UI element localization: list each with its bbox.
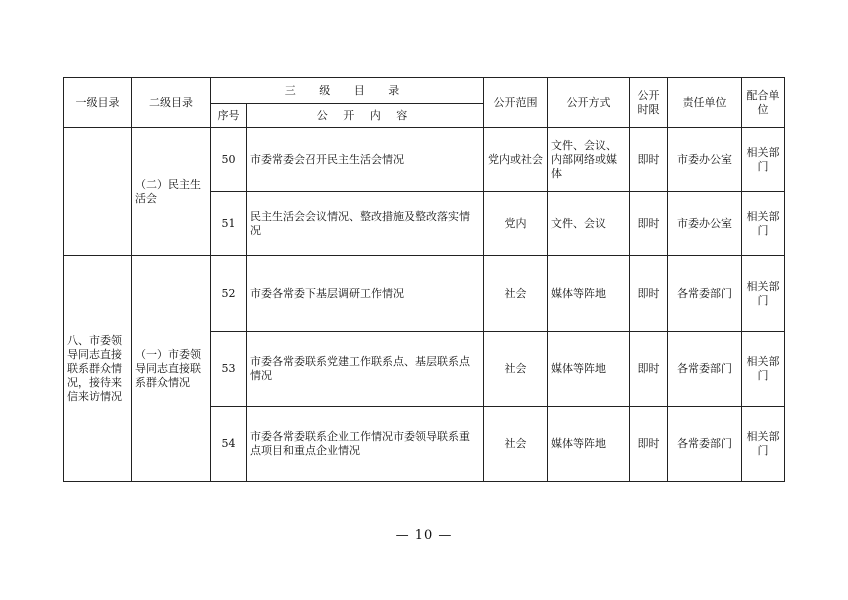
level1-cell-empty xyxy=(64,128,132,256)
header-method: 公开方式 xyxy=(548,78,630,128)
disclosure-catalog-table xyxy=(63,77,785,482)
row-time-limit: 即时 xyxy=(630,332,668,407)
header-scope: 公开范围 xyxy=(484,78,548,128)
page-number: — 10 — xyxy=(395,528,453,543)
row-content: 市委各常委联系企业工作情况市委领导联系重点项目和重点企业情况 xyxy=(247,407,484,482)
row-cooperating: 相关部门 xyxy=(742,332,785,407)
level1-cell: 八、市委领导同志直接联系群众情况，接待来信来访情况 xyxy=(64,256,132,482)
table-row xyxy=(64,128,785,192)
header-level3: 三 级 目 录 xyxy=(211,78,484,104)
row-responsible: 市委办公室 xyxy=(668,192,742,256)
row-content: 市委常委会召开民主生活会情况 xyxy=(247,128,484,192)
row-method: 文件、会议 xyxy=(548,192,630,256)
row-seq: 50 xyxy=(211,128,247,192)
row-scope: 党内或社会 xyxy=(484,128,548,192)
row-seq: 51 xyxy=(211,192,247,256)
level2-cell: （一）市委领导同志直接联系群众情况 xyxy=(132,256,211,482)
row-content: 市委各常委下基层调研工作情况 xyxy=(247,256,484,332)
header-time-limit: 公开时限 xyxy=(630,78,668,128)
row-method: 文件、会议、内部网络或媒体 xyxy=(548,128,630,192)
row-scope: 社会 xyxy=(484,407,548,482)
row-responsible: 各常委部门 xyxy=(668,256,742,332)
row-method: 媒体等阵地 xyxy=(548,332,630,407)
row-cooperating: 相关部门 xyxy=(742,192,785,256)
row-content: 民主生活会会议情况、整改措施及整改落实情况 xyxy=(247,192,484,256)
row-responsible: 各常委部门 xyxy=(668,332,742,407)
row-scope: 社会 xyxy=(484,332,548,407)
header-level2: 二级目录 xyxy=(132,78,211,128)
header-cooperating: 配合单位 xyxy=(742,78,785,128)
row-method: 媒体等阵地 xyxy=(548,407,630,482)
header-seq: 序号 xyxy=(211,104,247,128)
row-scope: 党内 xyxy=(484,192,548,256)
row-cooperating: 相关部门 xyxy=(742,407,785,482)
row-cooperating: 相关部门 xyxy=(742,256,785,332)
row-method: 媒体等阵地 xyxy=(548,256,630,332)
row-seq: 53 xyxy=(211,332,247,407)
level2-cell: （二）民主生活会 xyxy=(132,128,211,256)
header-content: 公 开 内 容 xyxy=(247,104,484,128)
table-row xyxy=(64,256,785,332)
row-time-limit: 即时 xyxy=(630,192,668,256)
row-time-limit: 即时 xyxy=(630,128,668,192)
row-cooperating: 相关部门 xyxy=(742,128,785,192)
row-responsible: 各常委部门 xyxy=(668,407,742,482)
row-time-limit: 即时 xyxy=(630,256,668,332)
row-responsible: 市委办公室 xyxy=(668,128,742,192)
row-seq: 54 xyxy=(211,407,247,482)
row-time-limit: 即时 xyxy=(630,407,668,482)
header-responsible: 责任单位 xyxy=(668,78,742,128)
row-scope: 社会 xyxy=(484,256,548,332)
row-seq: 52 xyxy=(211,256,247,332)
header-level1: 一级目录 xyxy=(64,78,132,128)
row-content: 市委各常委联系党建工作联系点、基层联系点情况 xyxy=(247,332,484,407)
